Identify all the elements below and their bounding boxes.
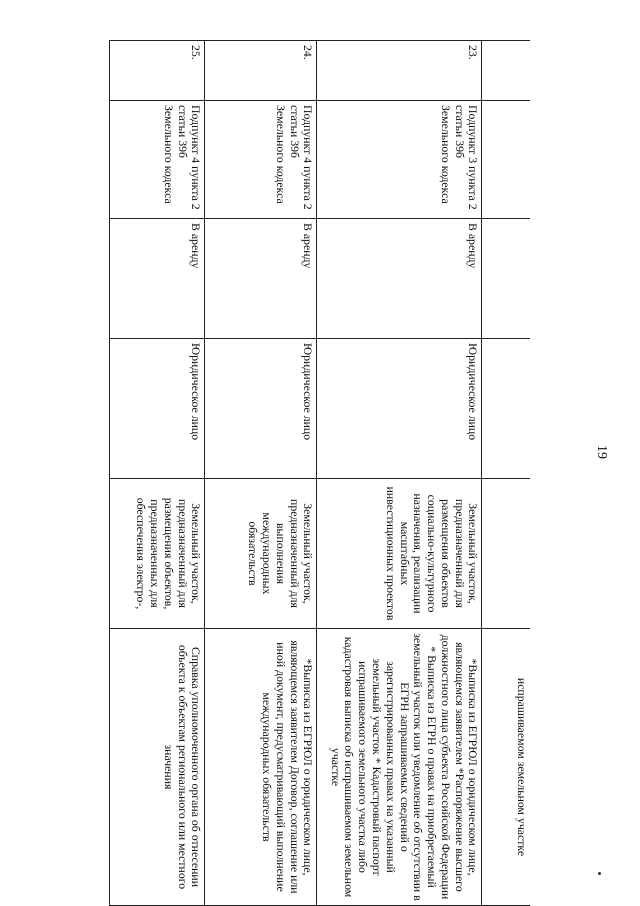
row-number: 24. bbox=[205, 41, 317, 101]
right-type: В аренду bbox=[110, 219, 205, 339]
row-number: 23. bbox=[317, 41, 482, 101]
table-row bbox=[482, 41, 530, 906]
plot-purpose bbox=[482, 479, 530, 629]
right-type bbox=[482, 219, 530, 339]
applicant: Юридическое лицо bbox=[110, 339, 205, 479]
plot-purpose: Земельный участок, предназначенный для размещения объектов социально-культурного назначения, реализации масштабных инвестиционных проектов bbox=[317, 479, 482, 629]
plot-purpose: Земельный участок, предназначенный для выполнения международных обязательств bbox=[205, 479, 317, 629]
table-row bbox=[110, 41, 205, 906]
row-number: 25. bbox=[110, 41, 205, 101]
applicant: Юридическое лицо bbox=[205, 339, 317, 479]
required-documents: испрашиваемом земельном участке bbox=[482, 629, 530, 906]
land-plot-table bbox=[110, 40, 530, 905]
legal-basis bbox=[482, 101, 530, 219]
margin-mark bbox=[598, 872, 601, 875]
required-documents: *Выписка из ЕГРЮЛ о юридическом лице, являющемся заявителем Договор, соглашение или иной документ, предусматривающий выполнение международных обязательств bbox=[205, 629, 317, 906]
required-documents: Справка уполномоченного органа об отнесении объекта к объектам регионального или местного значения bbox=[110, 629, 205, 906]
page-number: 19 bbox=[594, 445, 609, 459]
plot-purpose: Земельный участок, предназначенный для размещения объектов, предназначенных для обеспечения электро-, bbox=[110, 479, 205, 629]
right-type: В аренду bbox=[317, 219, 482, 339]
legal-basis: Подпункт 4 пункта 2 статьи 39б Земельного кодекса bbox=[110, 101, 205, 219]
applicant: Юридическое лицо bbox=[317, 339, 482, 479]
legal-basis: Подпункт 3 пункта 2 статьи 39б Земельного кодекса bbox=[317, 101, 482, 219]
legal-basis: Подпункт 4 пункта 2 статьи 39б Земельного кодекса bbox=[205, 101, 317, 219]
table-row bbox=[205, 41, 317, 906]
required-documents: *Выписка из ЕГРЮЛ о юридическом лице, являющемся заявителем *Распоряжение высшего должностного лица субъекта Российской Федерации * Выписка из ЕГРН о правах на приобретаемый земельный участок или уведомление об отсутствии в ЕГРН запрашиваемых сведений о зарегистрированных правах на указанный земельный участок * Кадастровый паспорт испрашиваемого земельного участка либо кадастровая выписка об испрашиваемом земельном участке bbox=[317, 629, 482, 906]
applicant bbox=[482, 339, 530, 479]
row-number bbox=[482, 41, 530, 101]
table-row bbox=[317, 41, 482, 906]
right-type: В аренду bbox=[205, 219, 317, 339]
